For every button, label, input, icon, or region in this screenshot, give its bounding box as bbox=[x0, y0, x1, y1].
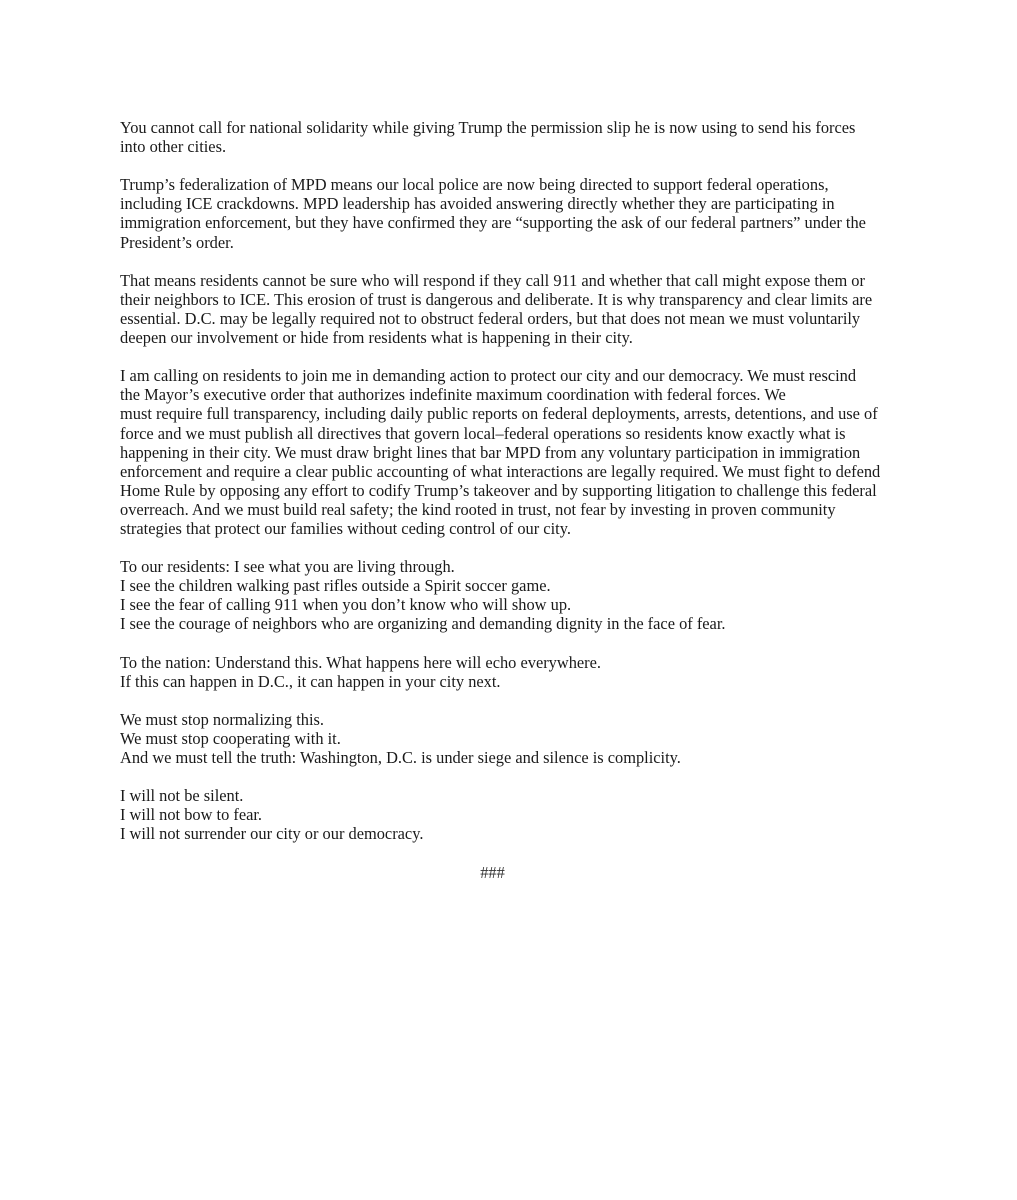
document-body bbox=[120, 118, 900, 882]
text-line: force and we must publish all directives that govern local–federal operations so residents know exactly what is bbox=[120, 423, 846, 443]
text-line: I will not bow to fear. bbox=[120, 805, 263, 825]
text-line: I will not be silent. bbox=[120, 786, 244, 806]
text-line: into other cities. bbox=[120, 137, 227, 157]
text-line: I see the children walking past rifles outside a Spirit soccer game. bbox=[120, 576, 551, 596]
text-line: To the nation: Understand this. What happens here will echo everywhere. bbox=[120, 652, 602, 672]
paragraph-7 bbox=[120, 710, 900, 767]
paragraph-4 bbox=[120, 366, 900, 538]
text-line: I am calling on residents to join me in demanding action to protect our city and our democracy. We must rescind bbox=[120, 366, 857, 386]
text-line: deepen our involvement or hide from residents what is happening in their city. bbox=[120, 328, 633, 348]
paragraph-5 bbox=[120, 557, 900, 633]
text-line: must require full transparency, including daily public reports on federal deployments, arrests, detentions, and use of bbox=[120, 404, 878, 424]
paragraph-3 bbox=[120, 271, 900, 347]
text-line: happening in their city. We must draw bright lines that bar MPD from any voluntary participation in immigration bbox=[120, 442, 861, 462]
text-line: their neighbors to ICE. This erosion of trust is dangerous and deliberate. It is why transparency and clear limits are bbox=[120, 289, 873, 309]
end-of-release-mark: ### bbox=[480, 862, 505, 882]
text-line: And we must tell the truth: Washington, D.C. is under siege and silence is complicity. bbox=[120, 748, 681, 768]
text-line: enforcement and require a clear public accounting of what interactions are legally required. We must fight to defend bbox=[120, 461, 881, 481]
text-line: I see the fear of calling 911 when you don’t know who will show up. bbox=[120, 595, 572, 615]
text-line: the Mayor’s executive order that authorizes indefinite maximum coordination with federal forces. We bbox=[120, 385, 786, 405]
text-line: strategies that protect our families without ceding control of our city. bbox=[120, 518, 571, 538]
paragraph-2 bbox=[120, 175, 900, 251]
text-line: If this can happen in D.C., it can happen in your city next. bbox=[120, 671, 501, 691]
paragraph-6 bbox=[120, 653, 900, 691]
text-line: President’s order. bbox=[120, 232, 234, 252]
text-line: Home Rule by opposing any effort to codify Trump’s takeover and by supporting litigation to challenge this federal bbox=[120, 480, 877, 500]
text-line: We must stop cooperating with it. bbox=[120, 729, 341, 748]
text-line: I see the courage of neighbors who are organizing and demanding dignity in the face of fear. bbox=[120, 614, 726, 634]
text-line: essential. D.C. may be legally required not to obstruct federal orders, but that does not mean we must voluntarily bbox=[120, 308, 861, 328]
text-line: You cannot call for national solidarity while giving Trump the permission slip he is now using to send his forces bbox=[120, 118, 856, 137]
text-line: We must stop normalizing this. bbox=[120, 709, 325, 729]
text-line: immigration enforcement, but they have confirmed they are “supporting the ask of our federal partners” under the bbox=[120, 213, 866, 233]
text-line: I will not surrender our city or our democracy. bbox=[120, 824, 424, 844]
text-line: including ICE crackdowns. MPD leadership has avoided answering directly whether they are participating in bbox=[120, 194, 835, 214]
text-line: Trump’s federalization of MPD means our local police are now being directed to support federal operations, bbox=[120, 175, 829, 195]
text-line: overreach. And we must build real safety; the kind rooted in trust, not fear by investing in proven community bbox=[120, 499, 836, 519]
paragraph-8 bbox=[120, 786, 900, 843]
paragraph-1 bbox=[120, 118, 900, 156]
text-line: That means residents cannot be sure who will respond if they call 911 and whether that call might expose them or bbox=[120, 270, 865, 290]
text-line: To our residents: I see what you are living through. bbox=[120, 557, 455, 577]
